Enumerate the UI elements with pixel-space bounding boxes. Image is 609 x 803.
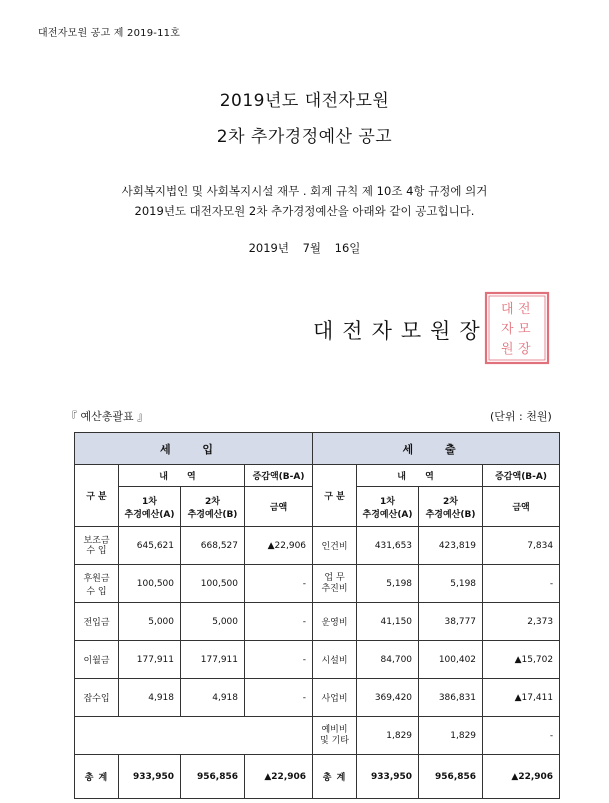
income-total-second: 956,856 <box>181 755 245 799</box>
income-change-label: 증감액(B-A) <box>245 465 313 487</box>
income-item: 잡수입 <box>75 679 119 717</box>
expense-first: 369,420 <box>357 679 419 717</box>
expense-first-col: 1차 추경예산(A) <box>357 487 419 527</box>
announcement-body <box>0 181 609 221</box>
income-item: 이월금 <box>75 641 119 679</box>
expense-second: 38,777 <box>419 603 483 641</box>
income-total-diff: ▲22,906 <box>245 755 313 799</box>
income-first: 4,918 <box>119 679 181 717</box>
expense-second: 100,402 <box>419 641 483 679</box>
expense-amount-col: 금액 <box>483 487 560 527</box>
income-first: 5,000 <box>119 603 181 641</box>
income-total-first: 933,950 <box>119 755 181 799</box>
income-second: 4,918 <box>181 679 245 717</box>
expense-item: 운영비 <box>313 603 357 641</box>
income-detail-label: 내 역 <box>119 465 245 487</box>
expense-item: 인건비 <box>313 527 357 565</box>
income-first: 177,911 <box>119 641 181 679</box>
expense-diff: 7,834 <box>483 527 560 565</box>
title-line-2: 2차 추가경정예산 공고 <box>216 127 393 147</box>
expense-item: 시설비 <box>313 641 357 679</box>
income-item: 전입금 <box>75 603 119 641</box>
signature-line: 대전자모원장 <box>313 319 489 343</box>
expense-diff: ▲15,702 <box>483 641 560 679</box>
table-row <box>75 717 560 755</box>
income-diff: - <box>245 565 313 603</box>
svg-text:장: 장 <box>518 342 531 357</box>
expense-category-label: 구 분 <box>313 465 357 527</box>
official-seal-icon <box>484 291 550 365</box>
expense-first: 431,653 <box>357 527 419 565</box>
expense-item: 예비비 및 기타 <box>313 717 357 755</box>
income-empty-cell <box>75 717 313 755</box>
expense-first: 41,150 <box>357 603 419 641</box>
income-item: 후원금 수 입 <box>75 565 119 603</box>
income-category-label: 구 분 <box>75 465 119 527</box>
svg-text:모: 모 <box>518 322 531 337</box>
table-row <box>75 679 560 717</box>
income-second: 668,527 <box>181 527 245 565</box>
expense-second: 5,198 <box>419 565 483 603</box>
svg-text:자: 자 <box>501 322 514 337</box>
income-second: 100,500 <box>181 565 245 603</box>
table-row <box>75 527 560 565</box>
income-first-col: 1차 추경예산(A) <box>119 487 181 527</box>
expense-first: 5,198 <box>357 565 419 603</box>
income-diff: - <box>245 641 313 679</box>
expense-change-label: 증감액(B-A) <box>483 465 560 487</box>
announcement-date: 2019년 7월 16일 <box>248 241 361 255</box>
expense-second-col: 2차 추경예산(B) <box>419 487 483 527</box>
body-line-1: 사회복지법인 및 사회복지시설 재무 . 회계 규칙 제 10조 4항 규정에 의거 <box>121 184 488 198</box>
income-total-label: 총 계 <box>75 755 119 799</box>
svg-text:원: 원 <box>501 342 514 357</box>
income-second: 177,911 <box>181 641 245 679</box>
table-row <box>75 565 560 603</box>
expense-diff: - <box>483 717 560 755</box>
expense-first: 1,829 <box>357 717 419 755</box>
income-second: 5,000 <box>181 603 245 641</box>
expense-second: 386,831 <box>419 679 483 717</box>
title-line-1: 2019년도 대전자모원 <box>219 91 390 111</box>
expense-total-second: 956,856 <box>419 755 483 799</box>
expense-first: 84,700 <box>357 641 419 679</box>
income-item: 보조금 수 입 <box>75 527 119 565</box>
section-title: 『 예산총괄표 』 <box>66 410 149 423</box>
body-line-2: 2019년도 대전자모원 2차 추가경정예산을 아래와 같이 공고힙니다. <box>134 204 475 218</box>
document-number: 대전자모원 공고 제 2019-11호 <box>38 28 181 39</box>
expense-header: 세 출 <box>313 433 560 465</box>
expense-detail-label: 내 역 <box>357 465 483 487</box>
expense-second: 423,819 <box>419 527 483 565</box>
expense-second: 1,829 <box>419 717 483 755</box>
expense-item: 업 무 추진비 <box>313 565 357 603</box>
expense-diff: 2,373 <box>483 603 560 641</box>
table-row <box>75 641 560 679</box>
income-header: 세 입 <box>75 433 313 465</box>
svg-text:대: 대 <box>501 302 514 317</box>
income-amount-col: 금액 <box>245 487 313 527</box>
expense-item: 사업비 <box>313 679 357 717</box>
expense-total-diff: ▲22,906 <box>483 755 560 799</box>
income-diff: - <box>245 603 313 641</box>
total-row <box>75 755 560 799</box>
expense-total-first: 933,950 <box>357 755 419 799</box>
income-diff: ▲22,906 <box>245 527 313 565</box>
income-first: 645,621 <box>119 527 181 565</box>
table-row <box>75 603 560 641</box>
income-second-col: 2차 추경예산(B) <box>181 487 245 527</box>
svg-text:전: 전 <box>518 302 531 317</box>
income-diff: - <box>245 679 313 717</box>
expense-diff: ▲17,411 <box>483 679 560 717</box>
unit-label: (단위 : 천원) <box>490 410 552 423</box>
expense-total-label: 총 계 <box>313 755 357 799</box>
budget-summary-table <box>74 432 560 799</box>
expense-diff: - <box>483 565 560 603</box>
income-first: 100,500 <box>119 565 181 603</box>
